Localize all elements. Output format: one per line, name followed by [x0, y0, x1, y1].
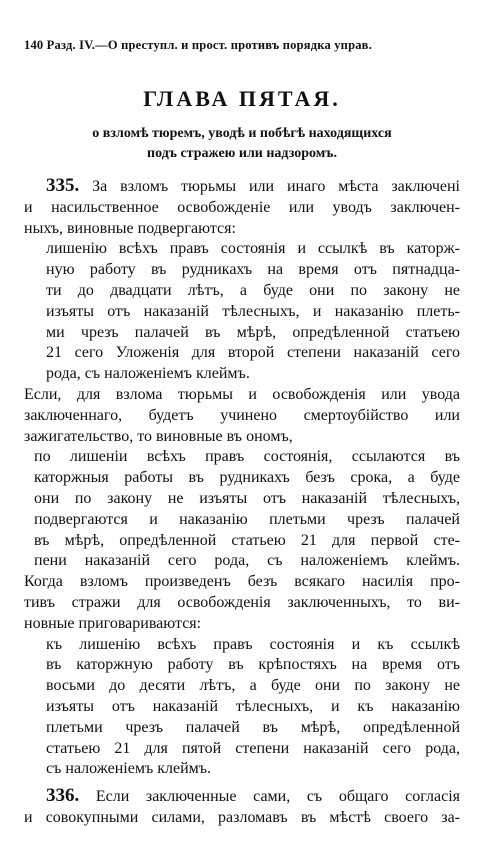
book-page	[24, 38, 460, 829]
article-number: 336.	[46, 786, 80, 807]
text-line: въ каторжную работу въ крѣпостяхъ на время отъ	[46, 656, 460, 674]
text-line: Если, для взлома тюрьмы и освобожденія или увода	[24, 385, 460, 403]
text-line: изъяты отъ наказаній тѣлесныхъ, и къ наказанію	[46, 697, 460, 715]
running-head: 140 Разд. IV.—О преступл. и прост. противъ порядка управ.	[24, 38, 372, 52]
chapter-title: ГЛАВА ПЯТАЯ.	[143, 86, 341, 111]
text-line: Когда взломъ произведенъ безъ всякаго насилія про-	[24, 573, 460, 591]
text-line: къ лишенію всѣхъ правъ состоянія и къ ссылкѣ	[46, 635, 460, 653]
chapter-subtitle	[24, 124, 460, 164]
text-line: ную работу въ рудникахъ на время отъ пятнадца-	[46, 261, 460, 279]
text-line: За взломъ тюрьмы или инаго мѣста заключені	[92, 178, 460, 195]
text-line: каторжныя работы въ рудникахъ безъ срока, а буде	[34, 469, 460, 487]
text-line: съ наложеніемъ клеймъ.	[46, 760, 212, 778]
text-line: пени наказаній сего рода, съ наложеніемъ клеймъ.	[34, 552, 460, 570]
text-line: новные приговариваются:	[24, 614, 202, 632]
subtitle-line: подъ стражею или надзоромъ.	[147, 146, 337, 161]
text-line: изъяты отъ наказаній тѣлесныхъ, и наказанію плеть-	[46, 302, 460, 320]
text-line: Если заключенные сами, съ общаго согласія	[95, 788, 460, 806]
text-line: ми чрезъ палачей въ мѣрѣ, опредѣленной статьею	[46, 323, 460, 341]
text-line: 21 сего Уложенія для второй степени наказаній сего	[46, 344, 460, 362]
article-336	[24, 786, 460, 829]
text-line: и насильственное освобожденіе или уводъ заключен-	[24, 198, 460, 216]
article-335	[24, 176, 460, 780]
text-line: ти до двадцати лѣтъ, а буде они по закону не	[46, 281, 460, 299]
text-line: ныхъ, виновные подвергаются:	[24, 219, 236, 237]
text-line: и совокупными силами, разломавъ въ мѣстѣ своего за-	[24, 808, 460, 826]
text-line: тивъ стражи для освобожденія заключенныхъ, то ви-	[24, 593, 460, 611]
text-line: по лишеніи всѣхъ правъ состоянія, ссылаются въ	[34, 448, 460, 466]
text-line: плетьми чрезъ палачей въ мѣрѣ, опредѣленной	[46, 718, 460, 736]
text-line: статьею 21 для пятой степени наказаній сего рода,	[46, 739, 460, 757]
text-line: въ мѣрѣ, опредѣленной статьею 21 для первой сте-	[34, 531, 460, 549]
text-line: лишенію всѣхъ правъ состоянія и ссылкѣ въ каторж-	[46, 240, 460, 258]
text-line: подвергаются и наказанію плетьми чрезъ палачей	[34, 510, 460, 528]
article-number: 335.	[46, 176, 80, 196]
text-line: они по закону не изъяты отъ наказаній тѣлесныхъ,	[34, 489, 460, 507]
article-335-first-line	[24, 176, 460, 198]
text-line: зажигательство, то виновные въ ономъ,	[24, 427, 293, 445]
text-line: восьми до десяти лѣтъ, а буде они по закону не	[46, 677, 460, 695]
subtitle-line: о взломѣ тюремъ, уводѣ и побѣгѣ находящихся	[92, 126, 392, 141]
article-336-first-line	[24, 786, 460, 808]
text-line: рода, съ наложеніемъ клеймъ.	[46, 365, 250, 383]
text-line: заключеннаго, будетъ учинено смертоубійство или	[24, 406, 460, 424]
